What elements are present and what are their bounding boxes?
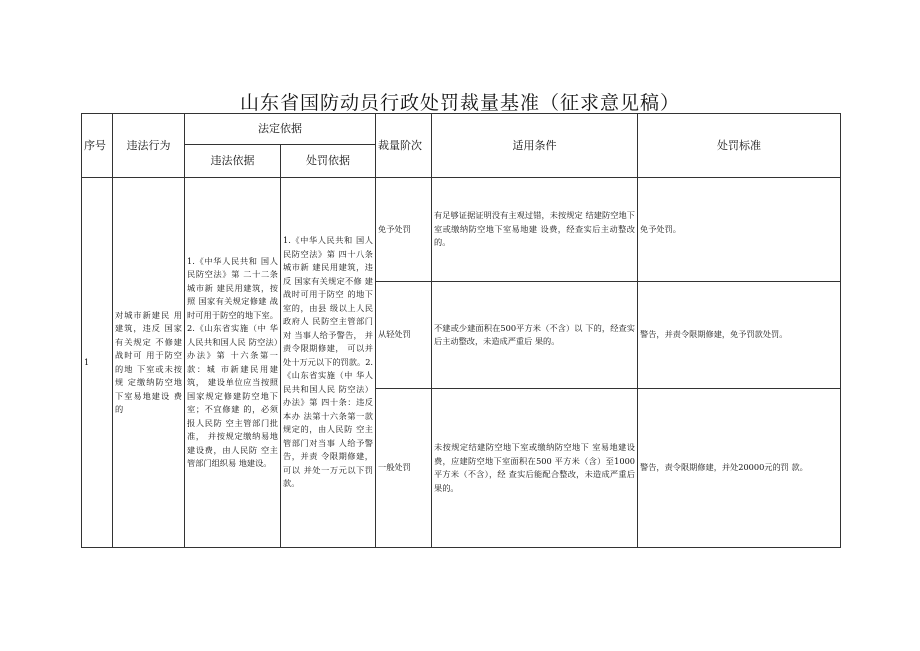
- penalty-standard-table: [81, 113, 841, 548]
- cell-level-exempt: 免予处罚: [376, 178, 432, 282]
- header-violation: 违法行为: [113, 114, 185, 178]
- cell-violation-basis: 1.《中华人民共和 国人民防空法》第 二十二条 城市新 建民用建筑，按照 国家有关规定修建 战时可用于防空的地下室。2.《山东省实施（中 华人民共和国人民 防空法）办法》第 十六条第一款：城 市新建民用建筑， 建设单位应当按照 国家规定修建防空地下室；不宜修建 的，必须报人民防 空主管部门批准， 并按规定缴纳易地 建设费，由人民防 空主管部门组织易 地建设。: [185, 178, 281, 548]
- cell-penalty-basis: 1.《中华人民共和 国人民防空法》第 四十八条 城市新 建民用建筑，违反 国家有关规定不修 建战时可用于防空 的地下室的，由县 级以上人民政府人 民防空主管部门对 当事人给予警告， 并责令限期修建， 可以并处十万元以下的罚款。2.《山东省实施（中 华人民共和国人民 防空法）办法》第 四十条：违反本办 法第十六条第一款 规定的，由人民防 空主管部门对当事 人给予警告，并责 令限期修建，可以 并处一万元以下罚 款。: [281, 178, 376, 548]
- cell-level-general: 一般处罚: [376, 389, 432, 548]
- cell-standard-exempt: 免予处罚。: [638, 178, 841, 282]
- header-penalty-basis: 处罚依据: [281, 145, 376, 178]
- header-legal-basis: 法定依据: [185, 114, 376, 145]
- header-level: 裁量阶次: [376, 114, 432, 178]
- header-standard: 处罚标准: [638, 114, 841, 178]
- cell-condition-lenient: 不建或少建面积在500平方米（不含）以 下的，经查实后主动整改，未造成严重后 果的。: [432, 282, 638, 389]
- cell-violation: 对城市新建民 用建筑，违反 国家有关规定 不修建战时可 用于防空的地 下室或未按规 定缴纳防空地下室易地建设 费的: [113, 178, 185, 548]
- cell-condition-general: 未按规定结建防空地下室或缴纳防空地下 室易地建设费，应建防空地下室面积在500 平方米（含）至1000平方米（不含），经 查实后能配合整改，未造成严重后果的。: [432, 389, 638, 548]
- cell-condition-exempt: 有足够证据证明没有主观过错，未按规定 结建防空地下室或缴纳防空地下室易地建 设费，经查实后主动整改的。: [432, 178, 638, 282]
- header-seq: 序号: [82, 114, 113, 178]
- cell-standard-lenient: 警告，并责令限期修建，免予罚款处罚。: [638, 282, 841, 389]
- header-row-1: [82, 114, 841, 145]
- cell-standard-general: 警告，责令限期修建，并处20000元的罚 款。: [638, 389, 841, 548]
- table-row: [82, 178, 841, 282]
- header-conditions: 适用条件: [432, 114, 638, 178]
- cell-seq: 1: [82, 178, 113, 548]
- header-violation-basis: 违法依据: [185, 145, 281, 178]
- page-title: 山东省国防动员行政处罚裁量基准（征求意见稿）: [239, 92, 680, 114]
- cell-level-lenient: 从轻处罚: [376, 282, 432, 389]
